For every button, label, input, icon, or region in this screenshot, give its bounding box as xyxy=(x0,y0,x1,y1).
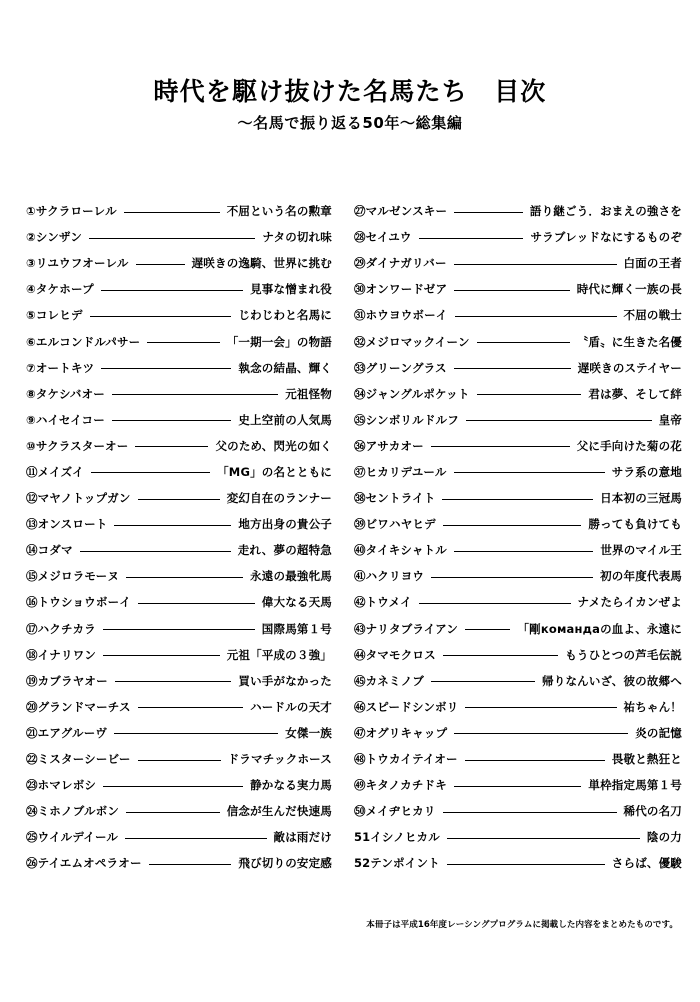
toc-entry-description: 不屈の戦士 xyxy=(623,308,682,323)
toc-entry-number: ㉚ xyxy=(354,282,366,297)
toc-entry-description: 元祖「平成の３強」 xyxy=(226,647,332,662)
toc-entry[interactable] xyxy=(26,798,332,824)
toc-entry-name: マヤノトップガン xyxy=(37,491,131,506)
toc-leader-line xyxy=(454,733,628,734)
toc-leader-line xyxy=(124,212,220,213)
toc-entry-number: ⑰ xyxy=(26,621,38,636)
toc-leader-line xyxy=(80,551,231,552)
toc-entry[interactable] xyxy=(26,772,332,798)
toc-entry-name: タマモクロス xyxy=(365,647,436,662)
toc-leader-line xyxy=(138,499,220,500)
toc-leader-line xyxy=(454,290,570,291)
toc-entry-name: コレヒデ xyxy=(35,308,83,323)
toc-entry-description: 国際馬第１号 xyxy=(261,621,332,636)
toc-entry-number: ⑮ xyxy=(26,569,38,584)
toc-entry-number: ㊵ xyxy=(354,543,366,558)
toc-entry[interactable] xyxy=(26,746,332,772)
toc-entry-number: 52 xyxy=(354,856,371,871)
toc-entry-description: 勝っても負けても xyxy=(588,517,682,532)
toc-entry-number: ㉒ xyxy=(26,752,38,767)
toc-leader-line xyxy=(443,812,617,813)
toc-entry-number: ⑲ xyxy=(26,673,38,688)
toc-entry[interactable] xyxy=(354,772,682,798)
toc-entry-number: ⑥ xyxy=(26,334,36,349)
toc-entry-description: 不屈という名の勲章 xyxy=(226,204,332,219)
toc-entry-number: ② xyxy=(26,230,36,245)
toc-entry[interactable] xyxy=(354,224,682,250)
toc-entry[interactable] xyxy=(26,642,332,668)
toc-entry-number: ㉓ xyxy=(26,778,38,793)
toc-entry-description: 白面の王者 xyxy=(623,256,682,271)
toc-entry-number: ㉑ xyxy=(26,725,38,740)
toc-leader-line xyxy=(454,786,581,787)
toc-entry-number: ① xyxy=(26,204,36,219)
toc-entry[interactable] xyxy=(354,459,682,485)
toc-entry[interactable] xyxy=(26,459,332,485)
toc-entry[interactable] xyxy=(26,250,332,276)
toc-entry[interactable] xyxy=(26,485,332,511)
toc-entry-number: ⑧ xyxy=(26,386,36,401)
toc-leader-line xyxy=(443,655,558,656)
toc-entry-description: 見事な憎まれ役 xyxy=(250,282,332,297)
toc-entry[interactable] xyxy=(354,694,682,720)
toc-leader-line xyxy=(103,655,220,656)
toc-entry[interactable] xyxy=(354,485,682,511)
toc-leader-line xyxy=(431,446,570,447)
toc-entry[interactable] xyxy=(26,276,332,302)
toc-entry[interactable] xyxy=(354,642,682,668)
toc-entry-name: イナリワン xyxy=(37,647,97,662)
toc-entry-name: カブラヤオー xyxy=(37,673,108,688)
toc-entry-number: ⑦ xyxy=(26,360,36,375)
toc-entry-description: もうひとつの芦毛伝説 xyxy=(565,647,682,662)
toc-leader-line xyxy=(101,368,231,369)
toc-entry-number: ㊿ xyxy=(354,804,366,819)
toc-right-column xyxy=(350,198,700,876)
toc-entry-description: 遅咲きのステイヤー xyxy=(577,360,682,375)
toc-entry-description: 「MG」の名とともに xyxy=(217,464,332,479)
toc-entry-number: ㊼ xyxy=(354,725,366,740)
toc-entry-name: トウメイ xyxy=(365,595,412,610)
toc-entry-number: ⑪ xyxy=(26,464,38,479)
toc-entry[interactable] xyxy=(354,589,682,615)
toc-leader-line xyxy=(431,577,593,578)
toc-entry-number: ㉗ xyxy=(354,204,366,219)
toc-entry-description: 畏敬と熱狂と xyxy=(611,752,682,767)
toc-entry-number: ㉖ xyxy=(26,856,38,871)
toc-leader-line xyxy=(115,681,232,682)
toc-entry-name: ダイナガリバー xyxy=(365,256,447,271)
toc-entry-name: オグリキャップ xyxy=(365,725,448,740)
toc-entry-number: ㉝ xyxy=(354,360,366,375)
toc-entry-description: さらば、優駿 xyxy=(611,856,682,871)
toc-left-column xyxy=(0,198,350,876)
toc-entry-number: ㉜ xyxy=(354,334,366,349)
toc-entry-number: ⑩ xyxy=(26,438,36,453)
toc-entry[interactable] xyxy=(354,537,682,563)
toc-entry-description: 偉大なる天馬 xyxy=(261,595,332,610)
toc-entry-name: トウカイテイオー xyxy=(365,752,458,767)
toc-entry[interactable] xyxy=(354,302,682,328)
toc-entry-description: 帰りなんいざ、彼の故郷へ xyxy=(542,673,682,688)
toc-entry-description: 語り継ごう．おまえの強さを xyxy=(529,204,682,219)
toc-entry-description: 永遠の最強牝馬 xyxy=(250,569,332,584)
toc-entry[interactable] xyxy=(354,250,682,276)
toc-entry-number: ③ xyxy=(26,256,36,271)
toc-entry-description: じわじわと名馬に xyxy=(238,308,332,323)
toc-entry-number: ㉔ xyxy=(26,804,38,819)
toc-entry-name: ホウヨウボーイ xyxy=(365,308,448,323)
toc-entry-number: ㊱ xyxy=(354,438,366,453)
toc-leader-line xyxy=(101,290,243,291)
toc-entry[interactable] xyxy=(26,198,332,224)
toc-entry-number: ㊻ xyxy=(354,699,366,714)
toc-entry-name: カネミノブ xyxy=(365,673,425,688)
toc-entry-name: サクラスターオー xyxy=(35,438,129,453)
toc-entry[interactable] xyxy=(26,433,332,459)
toc-entry-number: ㉛ xyxy=(354,308,366,323)
page-title: 時代を駆け抜けた名馬たち 目次 xyxy=(153,77,547,106)
toc-entry-name: ミホノブルボン xyxy=(37,804,120,819)
toc-entry-description: 時代に輝く一族の長 xyxy=(576,282,682,297)
toc-entry-name: セントライト xyxy=(365,491,436,506)
toc-entry-description: 飛び切りの安定感 xyxy=(238,856,332,871)
toc-entry[interactable] xyxy=(354,668,682,694)
toc-leader-line xyxy=(465,760,605,761)
toc-entry[interactable] xyxy=(26,850,332,876)
toc-entry-number: ㊴ xyxy=(354,517,366,532)
toc-entry-number: ㉘ xyxy=(354,230,366,245)
toc-entry-name: ジャングルポケット xyxy=(365,386,470,401)
toc-entry[interactable] xyxy=(354,850,682,876)
toc-entry-name: スピードシンボリ xyxy=(365,699,459,714)
toc-leader-line xyxy=(454,368,571,369)
toc-entry-description: 単枠指定馬第１号 xyxy=(588,778,682,793)
toc-entry-description: ハードルの天才 xyxy=(250,699,332,714)
toc-entry-number: ⑭ xyxy=(26,543,38,558)
toc-entry[interactable] xyxy=(354,563,682,589)
toc-leader-line xyxy=(477,342,570,343)
toc-leader-line xyxy=(103,786,243,787)
toc-entry-name: コダマ xyxy=(37,543,73,558)
toc-entry-name: オートキツ xyxy=(35,360,95,375)
toc-entry[interactable] xyxy=(26,720,332,746)
toc-leader-line xyxy=(149,864,232,865)
toc-entry-name: メイズイ xyxy=(37,464,84,479)
toc-leader-line xyxy=(466,420,652,421)
toc-leader-line xyxy=(454,551,593,552)
toc-entry-name: イシノヒカル xyxy=(370,830,440,845)
toc-entry-description: 炎の記憶 xyxy=(635,725,682,740)
toc-entry-description: 祐ちゃん！ xyxy=(623,699,682,714)
toc-entry-name: エルコンドルパサー xyxy=(35,334,141,349)
toc-entry-description: 地方出身の貴公子 xyxy=(238,517,332,532)
toc-leader-line xyxy=(114,733,278,734)
toc-entry-name: ハイセイコー xyxy=(35,412,105,427)
toc-entry-description: サラブレッドなにするものぞ xyxy=(530,230,682,245)
toc-entry[interactable] xyxy=(26,407,332,433)
toc-entry-name: リユウフオーレル xyxy=(35,256,129,271)
toc-entry-description: 陰の力 xyxy=(646,830,682,845)
toc-leader-line xyxy=(112,420,231,421)
toc-entry-number: ㊲ xyxy=(354,464,366,479)
toc-leader-line xyxy=(465,629,510,630)
toc-entry-name: ハクリヨウ xyxy=(365,569,425,584)
toc-entry-description: 世界のマイル王 xyxy=(600,543,682,558)
toc-entry-name: タイキシャトル xyxy=(365,543,447,558)
toc-entry-description: 史上空前の人気馬 xyxy=(238,412,332,427)
toc-leader-line xyxy=(454,472,605,473)
toc-leader-line xyxy=(419,238,524,239)
toc-leader-line xyxy=(138,603,255,604)
toc-entry-description: 元祖怪物 xyxy=(285,386,332,401)
toc-leader-line xyxy=(89,238,255,239)
toc-entry-description: 父に手向けた菊の花 xyxy=(576,438,682,453)
toc-entry-number: ⑫ xyxy=(26,491,38,506)
toc-entry-description: 「一期一会」の物語 xyxy=(226,334,332,349)
toc-entry[interactable] xyxy=(26,355,332,381)
toc-entry[interactable] xyxy=(26,511,332,537)
toc-entry[interactable] xyxy=(354,616,682,642)
toc-leader-line xyxy=(126,577,243,578)
toc-leader-line xyxy=(135,446,208,447)
toc-entry[interactable] xyxy=(354,433,682,459)
toc-entry-name: メジロラモーヌ xyxy=(37,569,120,584)
toc-entry-description: 父のため、閃光の如く xyxy=(215,438,332,453)
toc-entry-number: ㉞ xyxy=(354,386,366,401)
toc-entry-description: 買い手がなかった xyxy=(238,673,332,688)
footnote: 本冊子は平成16年度レーシングプログラムに掲載した内容をまとめたものです。 xyxy=(366,920,678,930)
toc-entry[interactable] xyxy=(354,824,682,850)
toc-entry-number: ㊾ xyxy=(354,778,366,793)
toc-entry-name: セイユウ xyxy=(365,230,412,245)
toc-leader-line xyxy=(442,499,593,500)
toc-entry[interactable] xyxy=(26,616,332,642)
toc-entry-number: ⑬ xyxy=(26,517,38,532)
toc-entry-description: 遅咲きの逸騎、世界に挑む xyxy=(191,256,332,271)
toc-leader-line xyxy=(138,707,243,708)
toc-leader-line xyxy=(447,838,640,839)
toc-entry-name: シンボリルドルフ xyxy=(365,412,459,427)
toc-entry-description: 君は夢、そして絆 xyxy=(588,386,682,401)
toc-entry-name: テンポイント xyxy=(370,856,440,871)
toc-entry[interactable] xyxy=(26,302,332,328)
toc-entry-name: タケホープ xyxy=(35,282,94,297)
toc-columns xyxy=(0,198,700,876)
toc-entry-number: ㊽ xyxy=(354,752,366,767)
toc-entry-description: 敵は雨だけ xyxy=(273,830,332,845)
toc-leader-line xyxy=(465,707,616,708)
toc-leader-line xyxy=(91,472,210,473)
toc-leader-line xyxy=(112,394,278,395)
toc-entry-name: ヒカリデユール xyxy=(365,464,447,479)
toc-leader-line xyxy=(447,864,605,865)
toc-entry-description: ドラマチックホース xyxy=(227,752,332,767)
toc-entry-number: ㊸ xyxy=(354,621,366,636)
toc-entry-name: オンワードゼア xyxy=(365,282,448,297)
toc-entry-name: グリーングラス xyxy=(365,360,447,375)
toc-leader-line xyxy=(443,525,582,526)
toc-leader-line xyxy=(103,629,255,630)
page-subtitle: ～名馬で振り返る50年～総集編 xyxy=(237,113,463,132)
toc-entry-name: メイヂヒカリ xyxy=(365,804,436,819)
toc-leader-line xyxy=(125,838,266,839)
toc-entry[interactable] xyxy=(354,511,682,537)
toc-entry-description: 初の年度代表馬 xyxy=(600,569,682,584)
toc-entry-name: マルゼンスキー xyxy=(365,204,448,219)
toc-entry-name: エアグルーヴ xyxy=(37,725,108,740)
toc-entry-name: トウショウボーイ xyxy=(37,595,131,610)
toc-entry-name: オンスロート xyxy=(37,517,108,532)
toc-entry-name: ビワハヤヒデ xyxy=(365,517,436,532)
toc-entry[interactable] xyxy=(26,563,332,589)
toc-entry-name: キタノカチドキ xyxy=(365,778,447,793)
toc-entry-number: ⑱ xyxy=(26,647,38,662)
toc-entry-description: ナタの切れ味 xyxy=(262,230,332,245)
toc-entry-description: 日本初の三冠馬 xyxy=(600,491,682,506)
toc-entry[interactable] xyxy=(354,381,682,407)
toc-entry-name: メジロマックイーン xyxy=(365,334,470,349)
toc-entry-name: ハクチカラ xyxy=(37,621,96,636)
toc-entry[interactable] xyxy=(354,198,682,224)
toc-entry-name: アサカオー xyxy=(365,438,424,453)
toc-entry-number: ㉙ xyxy=(354,256,366,271)
toc-entry-description: 「剛командаの血よ、永遠に xyxy=(517,621,682,636)
toc-leader-line xyxy=(136,264,185,265)
toc-entry[interactable] xyxy=(26,224,332,250)
toc-entry-number: ㉟ xyxy=(354,412,366,427)
toc-leader-line xyxy=(90,316,232,317)
toc-entry[interactable] xyxy=(26,381,332,407)
toc-leader-line xyxy=(147,342,219,343)
toc-entry-description: 〝盾〟に生きた名優 xyxy=(576,334,682,349)
toc-entry[interactable] xyxy=(354,798,682,824)
toc-leader-line xyxy=(138,760,221,761)
toc-entry-description: 変幻自在のランナー xyxy=(226,491,332,506)
page-header xyxy=(0,78,700,132)
toc-entry-description: 稀代の名刀 xyxy=(623,804,682,819)
toc-entry-number: ㊺ xyxy=(354,673,366,688)
toc-leader-line xyxy=(455,316,617,317)
toc-entry-number: ㊶ xyxy=(354,569,366,584)
toc-entry[interactable] xyxy=(354,355,682,381)
toc-leader-line xyxy=(477,394,582,395)
toc-entry-number: 51 xyxy=(354,830,371,845)
toc-entry-name: グランドマーチス xyxy=(37,699,131,714)
toc-entry[interactable] xyxy=(354,746,682,772)
toc-leader-line xyxy=(454,212,523,213)
toc-entry[interactable] xyxy=(354,720,682,746)
toc-entry-number: ⑳ xyxy=(26,699,38,714)
toc-entry-number: ⑤ xyxy=(26,308,36,323)
toc-entry-description: 皇帝 xyxy=(658,412,682,427)
toc-entry-description: 女傑一族 xyxy=(285,725,332,740)
toc-entry-description: 走れ、夢の超特急 xyxy=(237,543,332,558)
toc-entry-name: ミスターシービー xyxy=(37,752,131,767)
toc-entry-name: ウイルデイール xyxy=(37,830,119,845)
toc-entry-number: ㉕ xyxy=(26,830,38,845)
toc-entry-name: ホマレボシ xyxy=(37,778,97,793)
toc-entry[interactable] xyxy=(26,589,332,615)
toc-entry[interactable] xyxy=(26,668,332,694)
toc-entry-description: 静かなる実力馬 xyxy=(250,778,332,793)
toc-leader-line xyxy=(431,681,535,682)
toc-entry-description: サラ系の意地 xyxy=(611,464,682,479)
toc-entry[interactable] xyxy=(354,328,682,354)
toc-entry-number: ㊹ xyxy=(354,647,366,662)
toc-entry[interactable] xyxy=(26,694,332,720)
toc-entry-name: タケシバオー xyxy=(35,386,106,401)
toc-leader-line xyxy=(419,603,571,604)
toc-entry-number: ㊳ xyxy=(354,491,366,506)
toc-entry-number: ④ xyxy=(26,282,36,297)
toc-entry-number: ⑨ xyxy=(26,412,36,427)
toc-entry[interactable] xyxy=(354,407,682,433)
toc-leader-line xyxy=(114,525,231,526)
toc-entry[interactable] xyxy=(354,276,682,302)
toc-entry[interactable] xyxy=(26,328,332,354)
toc-leader-line xyxy=(454,264,617,265)
toc-entry[interactable] xyxy=(26,537,332,563)
toc-entry-number: ⑯ xyxy=(26,595,38,610)
toc-entry-name: ナリタブライアン xyxy=(365,621,459,636)
toc-entry-name: テイエムオペラオー xyxy=(37,856,142,871)
toc-entry-name: シンザン xyxy=(35,230,83,245)
toc-entry[interactable] xyxy=(26,824,332,850)
toc-leader-line xyxy=(126,812,220,813)
toc-entry-number: ㊷ xyxy=(354,595,366,610)
toc-entry-description: ナメたらイカンぜよ xyxy=(577,595,682,610)
toc-entry-description: 信念が生んだ快速馬 xyxy=(226,804,332,819)
toc-entry-description: 執念の結晶、輝く xyxy=(238,360,332,375)
toc-entry-name: サクラローレル xyxy=(35,204,117,219)
